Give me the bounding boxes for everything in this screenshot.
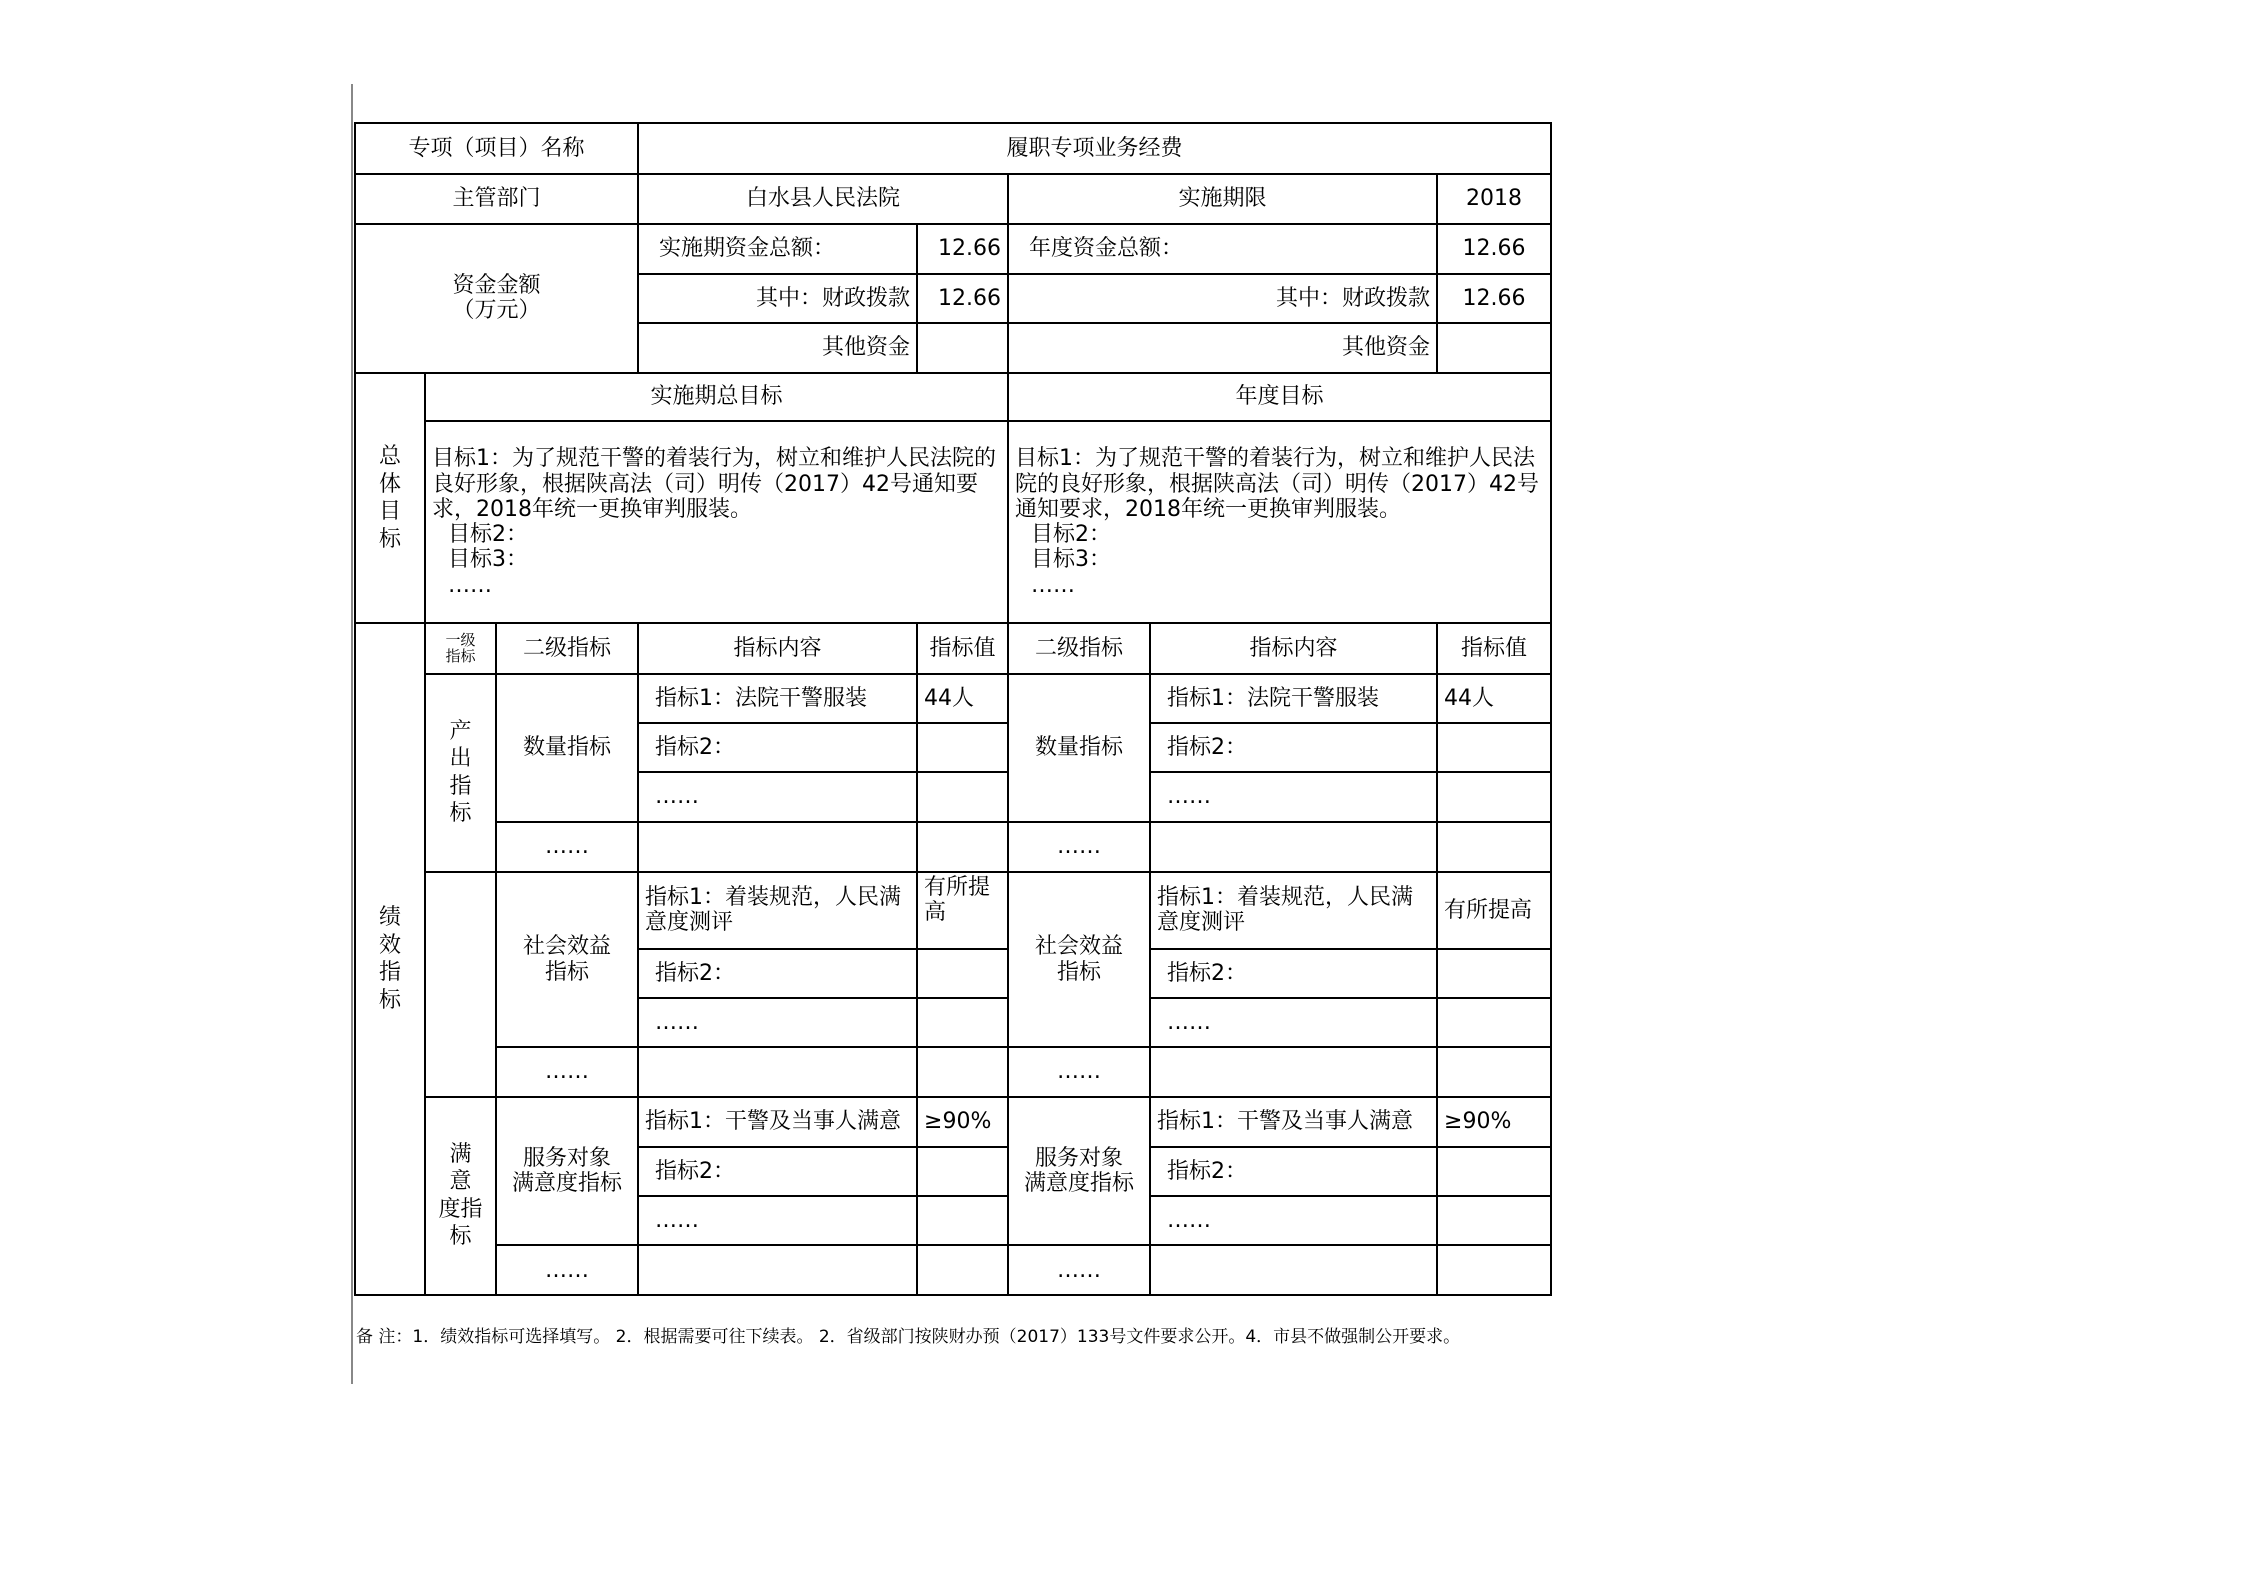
performance-goal-table xyxy=(354,122,1552,1296)
satisfaction-indicator-label: 满 意 度指 标 xyxy=(425,1097,496,1296)
effect-more-left: …… xyxy=(496,1047,638,1096)
impl-fiscal-label: 其中：财政拨款 xyxy=(638,274,917,323)
header-level2-left: 二级指标 xyxy=(496,623,638,673)
impl-total-value: 12.66 xyxy=(917,224,1008,274)
header-value-right: 指标值 xyxy=(1437,623,1551,673)
annual-goal-header: 年度目标 xyxy=(1008,373,1551,421)
output-more-right: …… xyxy=(1008,822,1150,872)
effect-more-right: …… xyxy=(1008,1047,1150,1096)
social-ind1-left: 指标1：着装规范，人民满意度测评 xyxy=(638,872,917,949)
social-more-left: …… xyxy=(638,998,917,1047)
social-ind2-right: 指标2： xyxy=(1150,949,1437,998)
funds-label: 资金金额 （万元） xyxy=(355,224,638,373)
qty-ind1-right: 指标1：法院干警服装 xyxy=(1150,674,1437,723)
sat-more-right: …… xyxy=(1150,1196,1437,1245)
qty-val3-left xyxy=(917,772,1008,821)
service-label-right: 服务对象 满意度指标 xyxy=(1008,1097,1150,1246)
output-more-content-right xyxy=(1150,822,1437,872)
sat-val3-left xyxy=(917,1196,1008,1245)
output-more-val-right xyxy=(1437,822,1551,872)
period-value: 2018 xyxy=(1437,174,1551,223)
sat-val3-right xyxy=(1437,1196,1551,1245)
impl-goal-text xyxy=(425,421,1008,623)
service-label-left: 服务对象 满意度指标 xyxy=(496,1097,638,1246)
social-val3-left xyxy=(917,998,1008,1047)
annual-goal-2: 目标2： xyxy=(1031,522,1112,548)
impl-goal-header: 实施期总目标 xyxy=(425,373,1008,421)
social-label-left: 社会效益 指标 xyxy=(496,872,638,1047)
sat-val2-right xyxy=(1437,1147,1551,1196)
sat-more-label-left: …… xyxy=(496,1245,638,1295)
annual-goal-more: …… xyxy=(1031,572,1076,598)
qty-label-left: 数量指标 xyxy=(496,674,638,822)
qty-val2-left xyxy=(917,723,1008,772)
sat-more-val-left xyxy=(917,1245,1008,1295)
project-name-value: 履职专项业务经费 xyxy=(638,123,1551,174)
annual-goal-1: 目标1：为了规范干警的着装行为，树立和维护人民法院的良好形象，根据陕高法（司）明传（2017）42号通知要求，2018年统一更换审判服装。 xyxy=(1015,446,1540,522)
header-level2-right: 二级指标 xyxy=(1008,623,1150,673)
annual-fiscal-label: 其中：财政拨款 xyxy=(1008,274,1437,323)
sat-more-content-right xyxy=(1150,1245,1437,1295)
effect-more-content-left xyxy=(638,1047,917,1096)
left-margin-line xyxy=(351,84,353,1384)
sat-val1-left: ≥90% xyxy=(917,1097,1008,1147)
effect-more-content-right xyxy=(1150,1047,1437,1096)
annual-goal-text xyxy=(1008,421,1551,623)
annual-goal-3: 目标3： xyxy=(1031,547,1112,573)
impl-fiscal-value: 12.66 xyxy=(917,274,1008,323)
sat-ind1-left: 指标1：干警及当事人满意 xyxy=(638,1097,917,1147)
annual-total-label: 年度资金总额： xyxy=(1008,224,1437,274)
social-ind1-right: 指标1：着装规范，人民满意度测评 xyxy=(1150,872,1437,949)
qty-val3-right xyxy=(1437,772,1551,821)
sat-val1-right: ≥90% xyxy=(1437,1097,1551,1147)
social-ind2-left: 指标2： xyxy=(638,949,917,998)
annual-total-value: 12.66 xyxy=(1437,224,1551,274)
social-val1-right: 有所提高 xyxy=(1437,872,1551,949)
impl-goal-2: 目标2： xyxy=(448,522,528,548)
social-val1-left: 有所提 高 xyxy=(917,872,1008,949)
sat-ind2-left: 指标2： xyxy=(638,1147,917,1196)
annual-other-value xyxy=(1437,323,1551,372)
qty-more-left: …… xyxy=(638,772,917,821)
impl-goal-3: 目标3： xyxy=(448,547,528,573)
period-label: 实施期限 xyxy=(1008,174,1437,223)
impl-other-label: 其他资金 xyxy=(638,323,917,372)
header-value-left: 指标值 xyxy=(917,623,1008,673)
qty-val1-right: 44人 xyxy=(1437,674,1551,723)
sat-ind1-right: 指标1：干警及当事人满意 xyxy=(1150,1097,1437,1147)
sat-val2-left xyxy=(917,1147,1008,1196)
impl-goal-1: 目标1：为了规范干警的着装行为，树立和维护人民法院的良好形象，根据陕高法（司）明传（2017）42号通知要求，2018年统一更换审判服装。 xyxy=(432,446,996,522)
sat-more-val-right xyxy=(1437,1245,1551,1295)
sat-more-content-left xyxy=(638,1245,917,1295)
header-content-left: 指标内容 xyxy=(638,623,917,673)
qty-ind2-right: 指标2： xyxy=(1150,723,1437,772)
social-val2-left xyxy=(917,949,1008,998)
project-name-label: 专项（项目）名称 xyxy=(355,123,638,174)
perf-side-label: 绩 效 指 标 xyxy=(355,623,425,1295)
annual-fiscal-value: 12.66 xyxy=(1437,274,1551,323)
header-content-right: 指标内容 xyxy=(1150,623,1437,673)
header-level1: 一级 指标 xyxy=(425,623,496,673)
dept-label: 主管部门 xyxy=(355,174,638,223)
social-val3-right xyxy=(1437,998,1551,1047)
annual-other-label: 其他资金 xyxy=(1008,323,1437,372)
effect-more-val-left xyxy=(917,1047,1008,1096)
overall-goal-side-label: 总 体 目 标 xyxy=(355,373,425,624)
qty-val1-left: 44人 xyxy=(917,674,1008,723)
impl-goal-more: …… xyxy=(448,572,492,598)
impl-total-label: 实施期资金总额： xyxy=(638,224,917,274)
sat-more-left: …… xyxy=(638,1196,917,1245)
sat-more-label-right: …… xyxy=(1008,1245,1150,1295)
dept-value: 白水县人民法院 xyxy=(638,174,1008,223)
footnote: 备 注：1．绩效指标可选择填写。 2．根据需要可往下续表。 2．省级部门按陕财办预（2017）133号文件要求公开。4．市县不做强制公开要求。 xyxy=(356,1327,1461,1347)
qty-ind1-left: 指标1：法院干警服装 xyxy=(638,674,917,723)
social-val2-right xyxy=(1437,949,1551,998)
qty-val2-right xyxy=(1437,723,1551,772)
impl-other-value xyxy=(917,323,1008,372)
output-more-content-left xyxy=(638,822,917,872)
output-more-val-left xyxy=(917,822,1008,872)
qty-ind2-left: 指标2： xyxy=(638,723,917,772)
output-more-left: …… xyxy=(496,822,638,872)
output-indicator-label: 产 出 指 标 xyxy=(425,674,496,872)
effect-more-val-right xyxy=(1437,1047,1551,1096)
sat-ind2-right: 指标2： xyxy=(1150,1147,1437,1196)
qty-more-right: …… xyxy=(1150,772,1437,821)
social-more-right: …… xyxy=(1150,998,1437,1047)
social-label-right: 社会效益 指标 xyxy=(1008,872,1150,1047)
effect-indicator-blank xyxy=(425,872,496,1097)
qty-label-right: 数量指标 xyxy=(1008,674,1150,822)
